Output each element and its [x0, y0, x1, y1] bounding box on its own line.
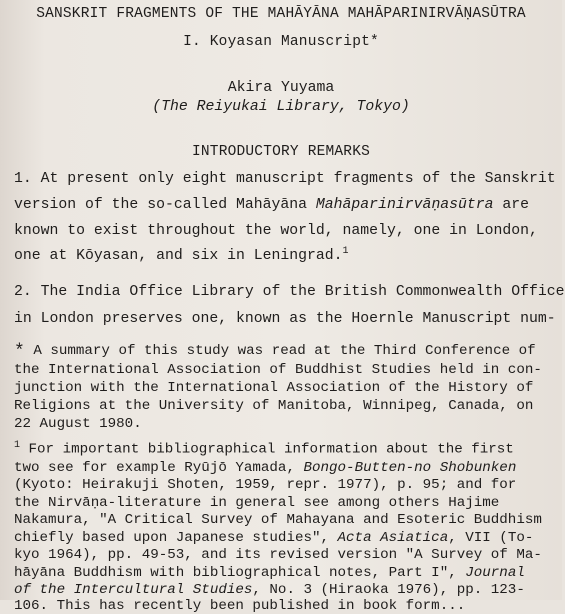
- footnote-ref-1: 1: [342, 246, 349, 257]
- footnote-1-line4: the Nirvāṇa-literature in general see among others Hajime: [14, 495, 500, 511]
- footnote-1-line7: kyo 1964), pp. 49-53, and its revised version "A Survey of Ma-: [14, 547, 542, 563]
- para1-line3: known to exist throughout the world, namely, one in London,: [14, 223, 538, 239]
- para1-line2: version of the so-called Mahāyāna Mahāparinirvāṇasūtra are: [14, 197, 530, 213]
- footnote-star-line5: 22 August 1980.: [14, 416, 142, 432]
- footnote-1-line6: chiefly based upon Japanese studies", Acta Asiatica, VII (To-: [14, 530, 534, 546]
- footnote-1-line8: hāyāna Buddhism with bibliographical notes, Part I", Journal: [14, 565, 525, 581]
- document-subtitle: I. Koyasan Manuscript*: [183, 34, 379, 50]
- footnote-1-line9: of the Intercultural Studies, No. 3 (Hiraoka 1976), pp. 123-: [14, 582, 525, 598]
- footnote-star-line2: the International Association of Buddhist Studies held in con-: [14, 362, 542, 378]
- para1-line4: one at Kōyasan, and six in Leningrad.$^1$: [14, 246, 349, 264]
- footnote-star-mark: *: [14, 342, 25, 362]
- footnote-1-line1: $^1$ For important bibliographical information about the first: [14, 440, 514, 458]
- footnote-1-mark: 1: [14, 440, 21, 451]
- para2-line2: in London preserves one, known as the Hoernle Manuscript num-: [14, 311, 556, 327]
- para1-line1: 1. At present only eight manuscript fragments of the Sanskrit: [14, 171, 556, 187]
- footnote-1-line3: (Kyoto: Heirakuji Shoten, 1959, repr. 1977), p. 95; and for: [14, 477, 517, 493]
- document-title: SANSKRIT FRAGMENTS OF THE MAHĀYĀNA MAHĀPARINIRVĀṆASŪTRA: [36, 6, 526, 22]
- footnote-star-line3: junction with the International Association of the History of: [14, 380, 534, 396]
- footnote-1-line2: two see for example Ryūjō Yamada, Bongo-Butten-no Shobunken: [14, 460, 517, 476]
- para2-line1: 2. The India Office Library of the British Commonwealth Office: [14, 284, 565, 300]
- author-name: Akira Yuyama: [227, 80, 335, 96]
- footnote-star-line4: Religions at the University of Manitoba, Winnipeg, Canada, on: [14, 398, 534, 414]
- footnote-1-line10: 106. This has recently been published in book form...: [14, 598, 466, 614]
- footnote-star-line1: * A summary of this study was read at the Third Conference of: [14, 342, 536, 362]
- author-affiliation: (The Reiyukai Library, Tokyo): [152, 99, 410, 115]
- footnote-1-line5: Nakamura, "A Critical Survey of Mahayana and Esoteric Buddhism: [14, 512, 542, 528]
- section-heading: INTRODUCTORY REMARKS: [191, 144, 371, 160]
